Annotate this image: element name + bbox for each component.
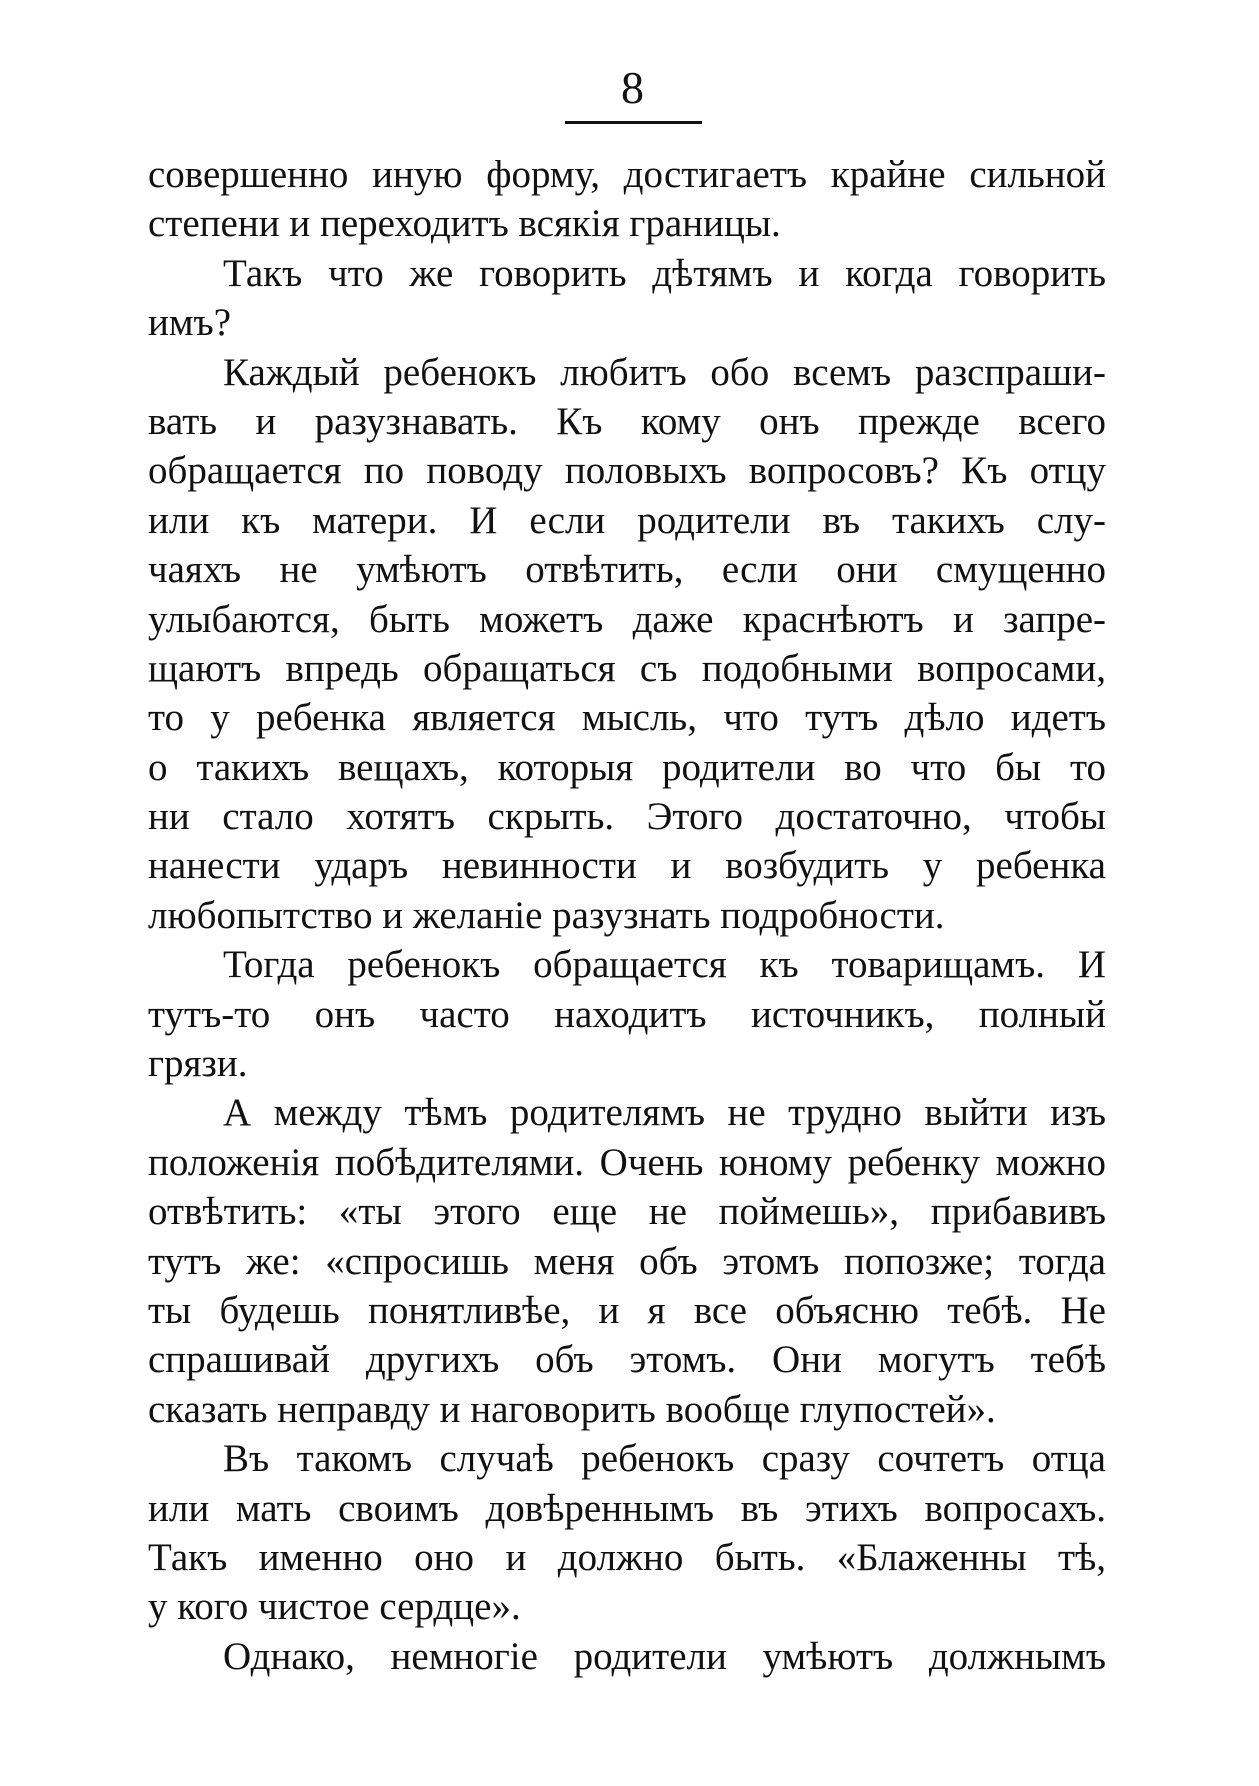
text-line: щаютъ впредь обращаться съ подобными вопросами, xyxy=(148,646,1106,690)
text-line: обращается по поводу половыхъ вопросовъ? Къ отцу xyxy=(148,449,1106,493)
text-line: Однако, немногіе родители умѣютъ должнымъ xyxy=(223,1634,1106,1678)
text-line: отвѣтить: «ты этого еще не поймешь», прибавивъ xyxy=(148,1190,1106,1234)
text-line: Такъ что же говорить дѣтямъ и когда говорить xyxy=(223,251,1106,295)
body-text xyxy=(148,150,1106,1681)
text-line: положенія побѣдителями. Очень юному ребенку можно xyxy=(148,1140,1106,1184)
text-line: любопытство и желаніе разузнать подробности. xyxy=(148,893,945,937)
text-line: Въ такомъ случаѣ ребенокъ сразу сочтетъ отца xyxy=(223,1437,1106,1481)
text-line: нанести ударъ невинности и возбудить у ребенка xyxy=(148,844,1106,888)
page-number-rule xyxy=(565,121,702,124)
text-line: спрашивай другихъ объ этомъ. Они могутъ тебѣ xyxy=(148,1338,1106,1382)
text-line: вать и разузнавать. Къ кому онъ прежде всего xyxy=(148,399,1106,443)
text-line: или мать своимъ довѣреннымъ въ этихъ вопросахъ. xyxy=(148,1486,1106,1530)
text-line: сказать неправду и наговорить вообще глупостей». xyxy=(148,1387,996,1431)
text-line: чаяхъ не умѣютъ отвѣтить, если они смущенно xyxy=(148,548,1106,592)
text-line: о такихъ вещахъ, которыя родители во что бы то xyxy=(148,745,1106,789)
text-line: тутъ-то онъ часто находитъ источникъ, полный xyxy=(148,992,1106,1036)
text-line: совершенно иную форму, достигаетъ крайне сильной xyxy=(148,153,1106,196)
text-line: ты будешь понятливѣе, и я все объясню тебѣ. Не xyxy=(148,1288,1106,1332)
text-line: у кого чистое сердце». xyxy=(148,1585,521,1629)
text-line: ни стало хотятъ скрыть. Этого достаточно, чтобы xyxy=(148,795,1106,839)
text-line: или къ матери. И если родители въ такихъ слу- xyxy=(148,498,1106,542)
text-line: то у ребенка является мысль, что тутъ дѣло идетъ xyxy=(148,696,1106,740)
text-line: тутъ же: «спросишь меня объ этомъ попозже; тогда xyxy=(148,1239,1106,1283)
text-line: улыбаются, быть можетъ даже краснѣютъ и запре- xyxy=(148,597,1106,641)
text-line: степени и переходитъ всякія границы. xyxy=(148,202,781,246)
page-number: 8 xyxy=(621,62,644,113)
text-line: Тогда ребенокъ обращается къ товарищамъ. И xyxy=(223,943,1106,987)
text-line: Каждый ребенокъ любитъ обо всемъ разспраши- xyxy=(223,350,1106,394)
text-line: грязи. xyxy=(148,1042,248,1086)
text-line: имъ? xyxy=(148,301,232,345)
text-line: Такъ именно оно и должно быть. «Блаженны тѣ, xyxy=(148,1535,1106,1579)
text-line: А между тѣмъ родителямъ не трудно выйти изъ xyxy=(223,1091,1106,1135)
